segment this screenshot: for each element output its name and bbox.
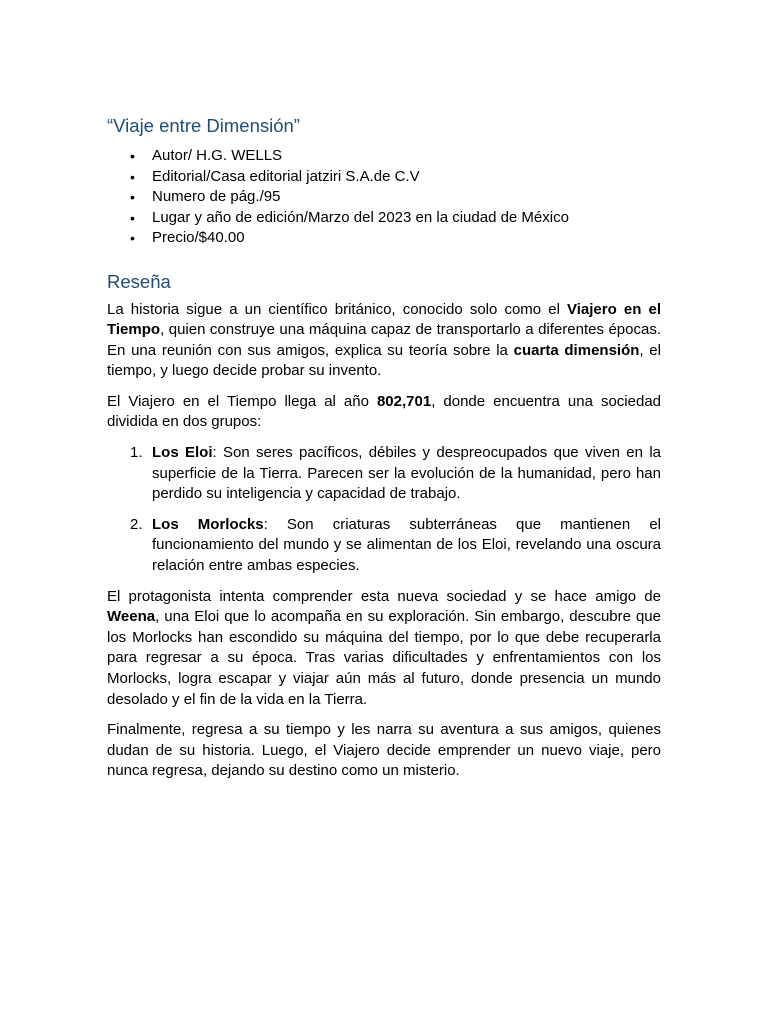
bullet-icon: • [130, 168, 135, 185]
review-paragraph-1 [107, 300, 661, 382]
text-run: El Viajero en el Tiempo llega al año [107, 392, 377, 410]
detail-text: Precio/$40.00 [152, 229, 245, 246]
text-run: El protagonista intenta comprender esta nueva sociedad y se hace amigo de [107, 587, 661, 605]
bullet-icon: • [130, 230, 135, 246]
review-paragraph-3 [107, 587, 661, 711]
group-item-eloi [107, 443, 661, 505]
bold-text-run: Viajero en el Tiempo [107, 300, 661, 339]
detail-text: Autor/ H.G. WELLS [152, 147, 283, 164]
bullet-icon: • [130, 189, 135, 205]
group-description: : Son seres pacíficos, débiles y despreocupados que viven en la superficie de la Tierra. Parecen ser la evolución de la humanidad, pero han perdido su inteligencia y capacidad de trabajo. [152, 444, 661, 503]
detail-text: Numero de pág./95 [152, 188, 281, 205]
bold-text-run: 802,701 [376, 392, 432, 410]
review-paragraph-2 [107, 392, 661, 433]
text-run: La historia sigue a un científico británico, conocido solo como el [107, 300, 568, 318]
text-run: , quien construye una máquina capaz de transportarlo a diferentes épocas. En una reunión con sus amigos, explica su teoría sobre la [107, 321, 661, 359]
review-heading: Reseña [107, 270, 171, 292]
detail-place-year [107, 208, 661, 229]
group-item-morlocks [107, 515, 661, 577]
detail-pages [107, 187, 661, 208]
list-number: 2. [130, 515, 143, 533]
text-run: , una Eloi que lo acompaña en su exploración. Sin embargo, descubre que los Morlocks han escondido su máquina del tiempo, por lo que debe recuperarla para regresar a su época. Tras varias dificultades y enfrentamientos con los Morlocks, logra escapar y viajar aún más al futuro, donde presencia un mundo desolado y el fin de la vida en la Tierra. [107, 608, 661, 708]
group-name: Los Eloi [152, 444, 213, 462]
text-run: , donde encuentra una sociedad dividida en dos grupos: [107, 392, 661, 431]
bullet-icon: • [130, 209, 135, 226]
document-page [107, 114, 661, 792]
list-number: 1. [130, 444, 143, 462]
book-details-list [107, 146, 661, 249]
text-run: , el tiempo, y luego decide probar su invento. [107, 341, 661, 380]
detail-author [107, 146, 661, 167]
group-description: : Son criaturas subterráneas que mantienen el funcionamiento del mundo y se alimentan de los Eloi, revelando una oscura relación entre ambas especies. [152, 515, 662, 575]
group-name: Los Morlocks [152, 515, 264, 533]
detail-publisher [107, 167, 661, 188]
review-paragraph-4: Finalmente, regresa a su tiempo y les narra su aventura a sus amigos, quienes dudan de su historia. Luego, el Viajero decide emprender un nuevo viaje, pero nunca regresa, dejando su destino como un misterio. [107, 721, 661, 780]
bold-text-run: cuarta dimensión [513, 341, 640, 359]
bullet-icon: • [130, 148, 135, 164]
document-title: “Viaje entre Dimensión” [107, 115, 300, 136]
bold-text-run: Weena [107, 608, 156, 626]
detail-price [107, 228, 661, 249]
detail-text: Lugar y año de edición/Marzo del 2023 en la ciudad de México [152, 208, 569, 226]
detail-text: Editorial/Casa editorial jatziri S.A.de C.V [152, 167, 420, 185]
groups-list [107, 443, 661, 577]
